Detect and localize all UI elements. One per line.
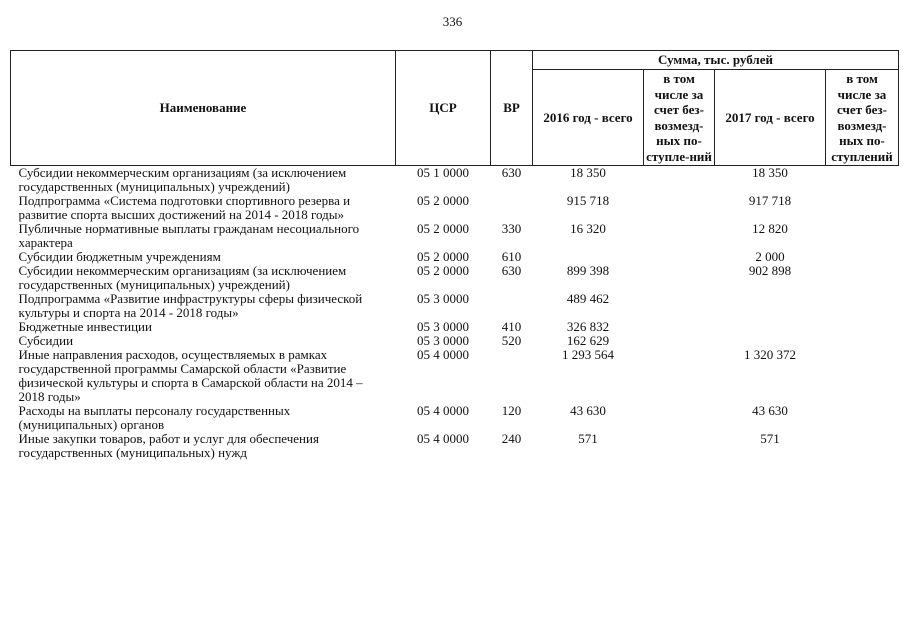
cell-name: Субсидии [18,333,74,348]
cell-vr: 240 [501,431,522,446]
cell-vr [491,348,533,404]
header-2017-free: в том числе за счет без-возмезд-ных по-ступлений [826,70,899,166]
table-row [11,250,899,264]
cell-csr: 05 1 0000 [417,165,469,180]
cell-2017-total: 2 000 [755,249,785,264]
cell-csr: 05 3 0000 [417,333,469,348]
cell-vr: 520 [501,333,522,348]
cell-2017-free [826,404,899,432]
cell-csr: 05 3 0000 [417,291,469,306]
cell-2017-free [826,348,899,404]
cell-2017-total: 18 350 [752,165,788,180]
cell-2016-total: 571 [578,431,598,446]
cell-vr: 630 [501,165,522,180]
cell-2017-free [826,222,899,250]
cell-csr: 05 4 0000 [417,347,469,362]
header-2016-free: в том числе за счет без-возмезд-ных по-ступле-ний [644,70,715,166]
cell-2017-total: 902 898 [748,263,792,278]
cell-csr: 05 3 0000 [417,319,469,334]
cell-2016-free [644,404,715,432]
cell-name: Иные закупки товаров, работ и услуг для обеспечения государственных (муниципальных) нужд [18,431,319,460]
cell-2016-free [644,222,715,250]
table-row [11,222,899,250]
cell-2016-total: 162 629 [566,333,610,348]
cell-2017-free [826,292,899,320]
cell-2017-total: 571 [760,431,780,446]
cell-2017-free [826,166,899,195]
cell-name: Субсидии некоммерческим организациям (за исключением государственных (муниципальных) учреждений) [18,263,347,292]
header-2016-total: 2016 год - всего [533,70,644,166]
cell-name: Субсидии бюджетным учреждениям [18,249,221,264]
cell-2016-free [644,320,715,334]
cell-name: Субсидии некоммерческим организациям (за исключением государственных (муниципальных) учреждений) [18,165,347,194]
cell-2016-total: 18 350 [570,165,606,180]
cell-vr: 410 [501,319,522,334]
cell-vr: 120 [501,403,522,418]
cell-csr: 05 4 0000 [417,403,469,418]
budget-table [10,50,899,460]
table-row [11,166,899,195]
cell-2017-total: 12 820 [752,221,788,236]
cell-2017-total [715,292,826,320]
cell-2016-free [644,334,715,348]
table-row [11,348,899,404]
cell-name: Расходы на выплаты персоналу государственных (муниципальных) органов [18,403,291,432]
cell-2017-total: 917 718 [748,193,792,208]
header-2017-total: 2017 год - всего [715,70,826,166]
cell-vr: 330 [501,221,522,236]
cell-2017-free [826,194,899,222]
cell-csr: 05 2 0000 [417,193,469,208]
cell-2016-total: 1 293 564 [562,347,614,362]
cell-2016-free [644,166,715,195]
cell-2016-free [644,250,715,264]
cell-name: Иные направления расходов, осуществляемых в рамках государственной программы Самарской области «Развитие физической культуры и спорта в Самарской области на 2014 – 2018 годы» [18,347,363,404]
cell-vr: 630 [501,263,522,278]
table-row [11,404,899,432]
cell-name: Публичные нормативные выплаты гражданам несоциального характера [18,221,360,250]
cell-csr: 05 2 0000 [417,221,469,236]
cell-2017-free [826,320,899,334]
cell-2017-free [826,250,899,264]
cell-vr [491,292,533,320]
cell-2017-total [715,320,826,334]
cell-2016-free [644,194,715,222]
cell-name: Подпрограмма «Система подготовки спортивного резерва и развитие спорта высших достижений на 2014 - 2018 годы» [18,193,351,222]
header-csr: ЦСР [396,51,491,166]
cell-2016-free [644,292,715,320]
cell-2016-total: 915 718 [566,193,610,208]
cell-2016-free [644,264,715,292]
cell-2016-total: 489 462 [566,291,610,306]
table-row [11,320,899,334]
table-row [11,194,899,222]
cell-name: Подпрограмма «Развитие инфраструктуры сферы физической культуры и спорта на 2014 - 2018 годы» [18,291,363,320]
table-row [11,432,899,460]
cell-2017-free [826,432,899,460]
header-vr: ВР [491,51,533,166]
cell-csr: 05 4 0000 [417,431,469,446]
cell-2017-total: 1 320 372 [744,347,796,362]
cell-name: Бюджетные инвестиции [18,319,152,334]
cell-2017-total [715,334,826,348]
cell-2016-total: 43 630 [570,403,606,418]
cell-vr: 610 [501,249,522,264]
cell-2016-free [644,348,715,404]
table-row [11,292,899,320]
cell-vr [491,194,533,222]
cell-2017-free [826,264,899,292]
cell-2017-free [826,334,899,348]
cell-csr: 05 2 0000 [417,249,469,264]
cell-2016-free [644,432,715,460]
page-number: 336 [442,14,463,29]
header-sum-group: Сумма, тыс. рублей [533,51,899,70]
table-header [11,51,899,166]
table-row [11,264,899,292]
cell-2016-total: 16 320 [570,221,606,236]
cell-2016-total: 899 398 [566,263,610,278]
cell-2016-total: 326 832 [566,319,610,334]
table-body [11,166,899,461]
cell-2016-total [533,250,644,264]
header-name: Наименование [11,51,396,166]
cell-2017-total: 43 630 [752,403,788,418]
cell-csr: 05 2 0000 [417,263,469,278]
table-row [11,334,899,348]
